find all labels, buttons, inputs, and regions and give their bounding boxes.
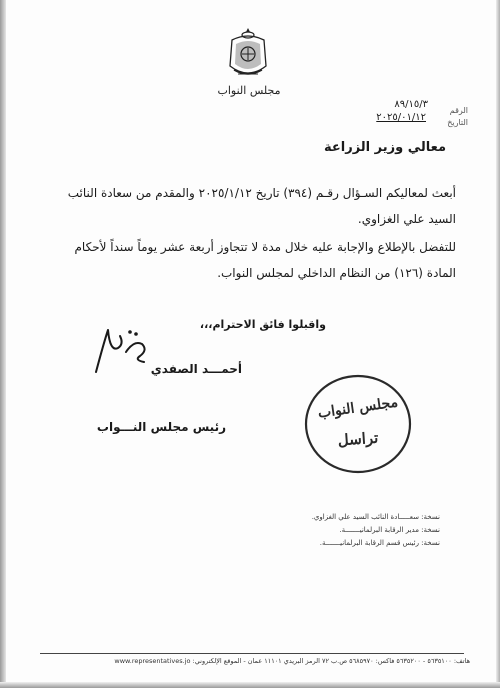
date-label: التاريخ	[447, 118, 468, 127]
recipient-line: معالي وزير الزراعة	[323, 140, 446, 155]
stamp-text-1: مجلس النواب	[316, 394, 400, 422]
date-value: ٢٠٢٥/٠١/١٢	[376, 112, 426, 123]
handwritten-signature	[90, 322, 160, 378]
coat-of-arms-icon	[226, 26, 270, 82]
copy-line-1: نسخة: سعـــــادة النائب السيد علي الغزاوي.	[311, 513, 440, 521]
ref-value: ٨٩/١٥/٣	[394, 99, 428, 110]
copy-line-2: نسخة: مدير الرقابة البرلمانيـــــــة.	[339, 526, 440, 534]
body-paragraph-2: للتفضل بالإطلاع والإجابة عليه خلال مدة لا تتجاوز أربعة عشر يوماً سنداً لأحكام المادة (١٢٦) من النظام الداخلي لمجلس النواب.	[74, 240, 456, 280]
signatory-title: رئيس مجلس النـــواب	[96, 420, 226, 434]
official-stamp	[302, 372, 414, 476]
ref-label: الرقم	[449, 106, 468, 115]
closing-line: واقبلوا فائق الاحترام،،،	[199, 318, 326, 331]
page-edge-left	[0, 0, 6, 688]
stamp-circle	[302, 372, 414, 476]
body-paragraph-1: أبعث لمعاليكم السـؤال رقـم (٣٩٤) تاريخ ٢٠٢٥/١/١٢ والمقدم من سعادة النائب السيد علي الغزاوي.	[67, 186, 456, 226]
signatory-name: أحمـــد الصفدي	[150, 362, 242, 376]
page-edge-bottom	[0, 682, 500, 688]
logo-text: مجلس النواب	[217, 84, 281, 97]
copy-line-3: نسخة: رئيس قسم الرقابة البرلمانيـــــــة.	[319, 539, 440, 547]
stamp-text-2: تراسل	[337, 428, 379, 450]
footer-contact: هاتف: ٥٦٣٥١٠٠ - ٥٦٣٥٢٠٠ فاكس: ٥٦٨٥٩٧٠ ص.ب ٧٢ الرمز البريدي ١١١٠١ عمان - الموقع الإلكتروني: www.representatives.jo	[114, 657, 470, 665]
page-edge-right	[496, 0, 500, 688]
footer-divider	[40, 653, 464, 654]
